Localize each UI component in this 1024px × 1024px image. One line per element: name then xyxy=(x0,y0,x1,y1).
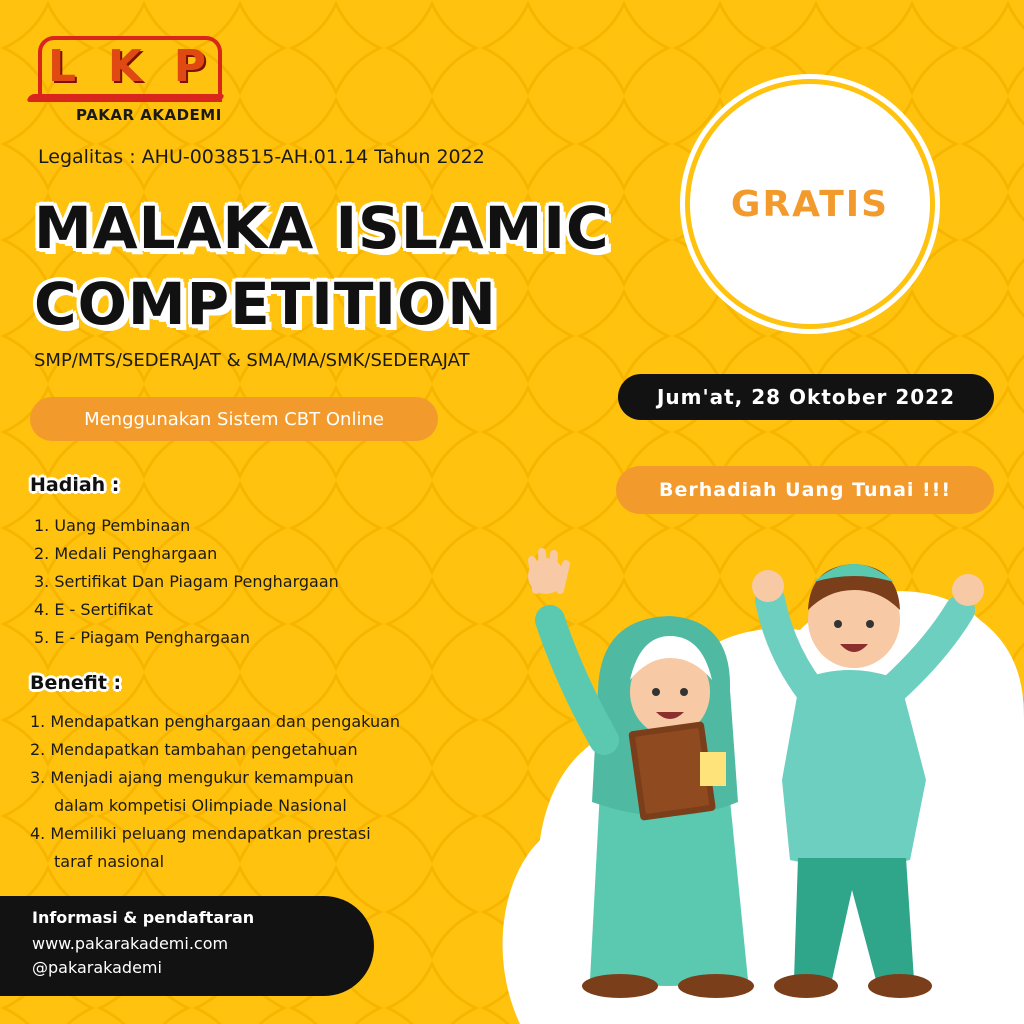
logo-subtitle: PAKAR AKADEMI xyxy=(76,106,222,124)
website-link[interactable]: www.pakarakademi.com xyxy=(32,934,229,953)
event-title xyxy=(34,190,610,342)
benefit-text: 2. Mendapatkan tambahan pengetahuan xyxy=(30,740,358,759)
cbt-system-badge: Menggunakan Sistem CBT Online xyxy=(30,397,438,441)
benefit-text: 3. Menjadi ajang mengukur kemampuan xyxy=(30,768,354,787)
title-line-2: COMPETITION xyxy=(34,270,497,338)
logo-letter-p: P xyxy=(173,41,208,92)
logo-letter-k: K xyxy=(107,41,144,92)
prizes-heading: Hadiah : xyxy=(30,474,120,496)
gratis-badge xyxy=(690,84,930,324)
list-item xyxy=(30,764,400,820)
logo-letter-l: L xyxy=(48,41,79,92)
prizes-list xyxy=(34,512,339,652)
list-item: 5. E - Piagam Penghargaan xyxy=(34,628,250,647)
list-item xyxy=(30,820,400,876)
instagram-handle[interactable]: @pakarakademi xyxy=(32,958,162,977)
gratis-label: GRATIS xyxy=(730,183,890,225)
benefit-text-continued: dalam kompetisi Olimpiade Nasional xyxy=(54,796,347,815)
list-item xyxy=(30,736,400,764)
benefits-heading: Benefit : xyxy=(30,672,122,694)
event-date-badge: Jum'at, 28 Oktober 2022 xyxy=(618,374,994,420)
cash-prize-badge: Berhadiah Uang Tunai !!! xyxy=(616,466,994,514)
benefit-text: 4. Memiliki peluang mendapatkan prestasi xyxy=(30,824,371,843)
benefits-list xyxy=(30,708,400,876)
list-item: 3. Sertifikat Dan Piagam Penghargaan xyxy=(34,572,339,591)
benefit-text: 1. Mendapatkan penghargaan dan pengakuan xyxy=(30,712,401,731)
list-item: 4. E - Sertifikat xyxy=(34,600,153,619)
list-item xyxy=(30,708,400,736)
list-item: 2. Medali Penghargaan xyxy=(34,544,218,563)
list-item: 1. Uang Pembinaan xyxy=(34,516,191,535)
education-levels: SMP/MTS/SEDERAJAT & SMA/MA/SMK/SEDERAJAT xyxy=(34,350,470,371)
cloud-backdrop xyxy=(503,591,1024,1024)
logo-swoosh xyxy=(26,94,226,102)
title-line-1: MALAKA ISLAMIC xyxy=(34,194,610,262)
footer-title: Informasi & pendaftaran xyxy=(32,908,255,927)
kids-illustration xyxy=(480,540,1024,1024)
logo-letters xyxy=(48,42,208,92)
contact-footer xyxy=(0,896,374,996)
lkp-logo xyxy=(28,34,228,134)
benefit-text-continued: taraf nasional xyxy=(54,852,165,871)
legalitas-text: Legalitas : AHU-0038515-AH.01.14 Tahun 2022 xyxy=(38,146,485,168)
